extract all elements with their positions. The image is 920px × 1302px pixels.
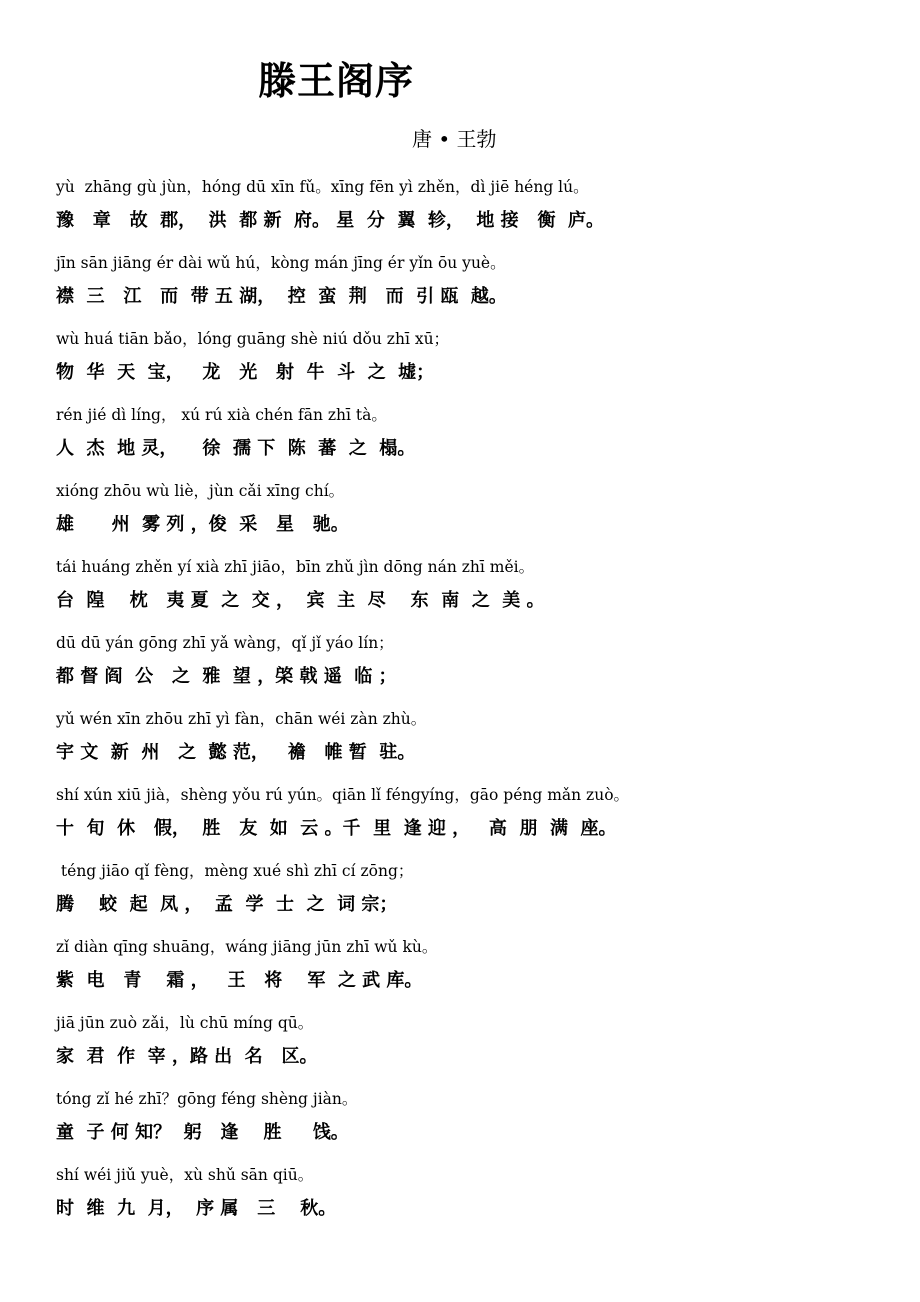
- pinyin-line: yǔ wén xīn zhōu zhī yì fàn，chān wéi zàn zhù。: [56, 710, 427, 728]
- pinyin-line: yù zhāng gù jùn，hóng dū xīn fǔ。xīng fēn yì zhěn，dì jiē héng lú。: [56, 178, 589, 196]
- chinese-line: 襟 三 江 而 带 五 湖， 控 蛮 荆 而 引 瓯 越。: [56, 286, 507, 307]
- pinyin-line: téng jiāo qǐ fèng，mèng xué shì zhī cí zōng；: [56, 862, 414, 880]
- text-line: [56, 632, 886, 708]
- pinyin-line: shí wéi jiǔ yuè，xù shǔ sān qiū。: [56, 1166, 314, 1184]
- text-line: [56, 1164, 886, 1240]
- text-line: [56, 860, 886, 936]
- chinese-line: 豫 章 故 郡， 洪 都 新 府。 星 分 翼 轸， 地 接 衡 庐。: [56, 210, 604, 231]
- chinese-line: 都 督 阎 公 之 雅 望 ，棨 戟 遥 临 ；: [56, 666, 397, 687]
- text-line: [56, 708, 886, 784]
- pinyin-line: dū dū yán gōng zhī yǎ wàng，qǐ jǐ yáo lín；: [56, 634, 394, 652]
- text-line: [56, 936, 886, 1012]
- text-line: [56, 176, 886, 252]
- chinese-line: 宇 文 新 州 之 懿 范， 襜 帷 暂 驻。: [56, 742, 416, 763]
- chinese-line: 台 隍 枕 夷 夏 之 交 ， 宾 主 尽 东 南 之 美 。: [56, 590, 545, 611]
- chinese-line: 家 君 作 宰 ，路 出 名 区。: [56, 1046, 318, 1067]
- text-line: [56, 404, 886, 480]
- text-line: [56, 556, 886, 632]
- author-line: 唐 • 王勃: [412, 127, 497, 151]
- text-line: [56, 1088, 886, 1164]
- text-line: [56, 784, 886, 860]
- pinyin-line: tái huáng zhěn yí xià zhī jiāo，bīn zhǔ jìn dōng nán zhī měi。: [56, 558, 535, 576]
- chinese-line: 时 维 九 月， 序 属 三 秋。: [56, 1198, 337, 1219]
- pinyin-line: shí xún xiū jià，shèng yǒu rú yún。qiān lǐ féngyíng，gāo péng mǎn zuò。: [56, 786, 630, 804]
- chinese-line: 腾 蛟 起 凤 ， 孟 学 士 之 词 宗；: [56, 894, 398, 915]
- text-line: [56, 480, 886, 556]
- pinyin-line: xióng zhōu wù liè，jùn cǎi xīng chí。: [56, 482, 345, 500]
- text-line: [56, 252, 886, 328]
- page-title: 滕王阁序: [258, 59, 415, 103]
- pinyin-line: jiā jūn zuò zǎi，lù chū míng qū。: [56, 1014, 314, 1032]
- chinese-line: 雄 州 雾 列 ，俊 采 星 驰。: [56, 514, 349, 535]
- pinyin-line: jīn sān jiāng ér dài wǔ hú，kòng mán jīng ér yǐn ōu yuè。: [56, 254, 506, 272]
- chinese-line: 童 子 何 知？ 躬 逢 胜 饯。: [56, 1122, 349, 1143]
- pinyin-line: rén jié dì líng， xú rú xià chén fān zhī tà。: [56, 406, 387, 424]
- text-line: [56, 328, 886, 404]
- text-line: [56, 1012, 886, 1088]
- chinese-line: 人 杰 地 灵， 徐 孺 下 陈 蕃 之 榻。: [56, 438, 416, 459]
- chinese-line: 十 旬 休 假， 胜 友 如 云 。千 里 逢 迎 ， 高 朋 满 座。: [56, 818, 617, 839]
- chinese-line: 紫 电 青 霜 ， 王 将 军 之 武 库。: [56, 970, 423, 991]
- pinyin-line: wù huá tiān bǎo，lóng guāng shè niú dǒu zhī xū；: [56, 330, 450, 348]
- pinyin-line: tóng zǐ hé zhī？gōng féng shèng jiàn。: [56, 1090, 358, 1108]
- pinyin-line: zǐ diàn qīng shuāng，wáng jiāng jūn zhī wǔ kù。: [56, 938, 438, 956]
- text-body: [56, 176, 886, 1240]
- chinese-line: 物 华 天 宝， 龙 光 射 牛 斗 之 墟；: [56, 362, 435, 383]
